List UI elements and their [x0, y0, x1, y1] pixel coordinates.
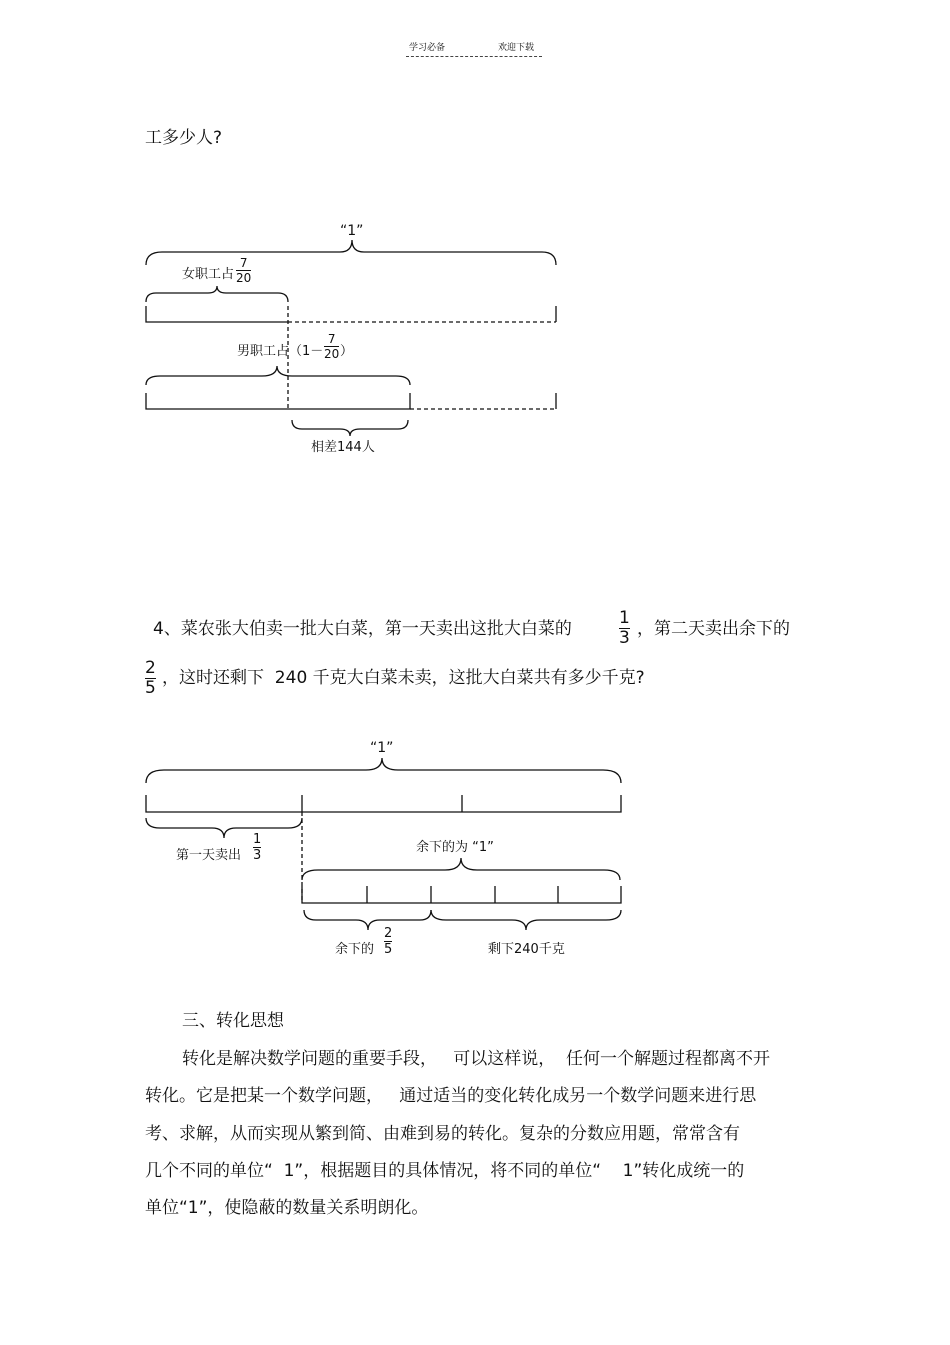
- fraction-denominator: 3: [253, 848, 262, 863]
- section3-heading: 三、转化思想: [182, 1011, 284, 1031]
- diagram2-first-day-fraction: [253, 832, 261, 863]
- diagram2-whole-label: “1”: [370, 740, 394, 756]
- top-line-text: 工多少人?: [145, 128, 223, 148]
- problem4-part3: ，这时还剩下 240 千克大白菜未卖，这批大白菜共有多少千克?: [162, 668, 645, 688]
- diagram1-male-label: 男职工占（1－: [237, 344, 324, 359]
- fraction-numerator: 2: [384, 926, 393, 941]
- fraction-numerator: 1: [253, 832, 262, 847]
- diagram2-remain-part-label: 余下的: [335, 942, 375, 957]
- brace-two-fifths: [304, 910, 431, 930]
- brace-whole-2: [146, 758, 621, 783]
- fraction-denominator: 3: [619, 628, 630, 648]
- diagram2-left-label: 剩下240千克: [488, 942, 565, 957]
- fraction-denominator: 5: [384, 942, 393, 957]
- diagram1-female-label: 女职工占: [182, 267, 235, 282]
- diagram2-remain-part-fraction: [384, 926, 392, 957]
- section3-line-1: 转化是解决数学问题的重要手段， 可以这样说， 任何一个解题过程都离不开: [182, 1049, 771, 1069]
- header-right-text: 欢迎下载: [498, 43, 535, 53]
- brace-remain: [302, 858, 620, 880]
- diagram2-first-day-label: 第一天卖出: [176, 848, 242, 863]
- diagram2-remain-label: 余下的为 “1”: [416, 840, 494, 855]
- fraction-numerator: 1: [619, 608, 630, 628]
- brace-first-day: [146, 818, 302, 838]
- fraction-numerator: 7: [239, 256, 248, 270]
- section3-line-5: 单位“1”，使隐蔽的数量关系明朗化。: [145, 1198, 429, 1218]
- diagram1-male-close: ）: [340, 344, 354, 359]
- fraction-denominator: 20: [324, 347, 340, 361]
- header-left-text: 学习必备: [409, 43, 446, 53]
- diagram1-diff-label: 相差144人: [311, 440, 375, 455]
- fraction-numerator: 7: [327, 332, 336, 346]
- section3-line-2: 转化。它是把某一个数学问题， 通过适当的变化转化成另一个数学问题来进行思: [145, 1086, 757, 1106]
- problem4-part2: ，第二天卖出余下的: [637, 619, 790, 639]
- fraction-numerator: 2: [145, 658, 156, 678]
- section3-line-4: 几个不同的单位“ 1”，根据题目的具体情况，将不同的单位“ 1”转化成统一的: [145, 1161, 745, 1181]
- fraction-denominator: 20: [236, 271, 252, 285]
- brace-left-240: [431, 910, 621, 930]
- bar-remain: [302, 886, 621, 903]
- bar-main: [146, 795, 621, 812]
- section3-line-3: 考、求解，从而实现从繁到简、由难到易的转化。复杂的分数应用题，常常含有: [145, 1124, 740, 1144]
- problem4-part1: 4、菜农张大伯卖一批大白菜，第一天卖出这批大白菜的: [153, 619, 572, 639]
- fraction-denominator: 5: [145, 678, 156, 698]
- diagram1-whole-label: “1”: [340, 223, 364, 239]
